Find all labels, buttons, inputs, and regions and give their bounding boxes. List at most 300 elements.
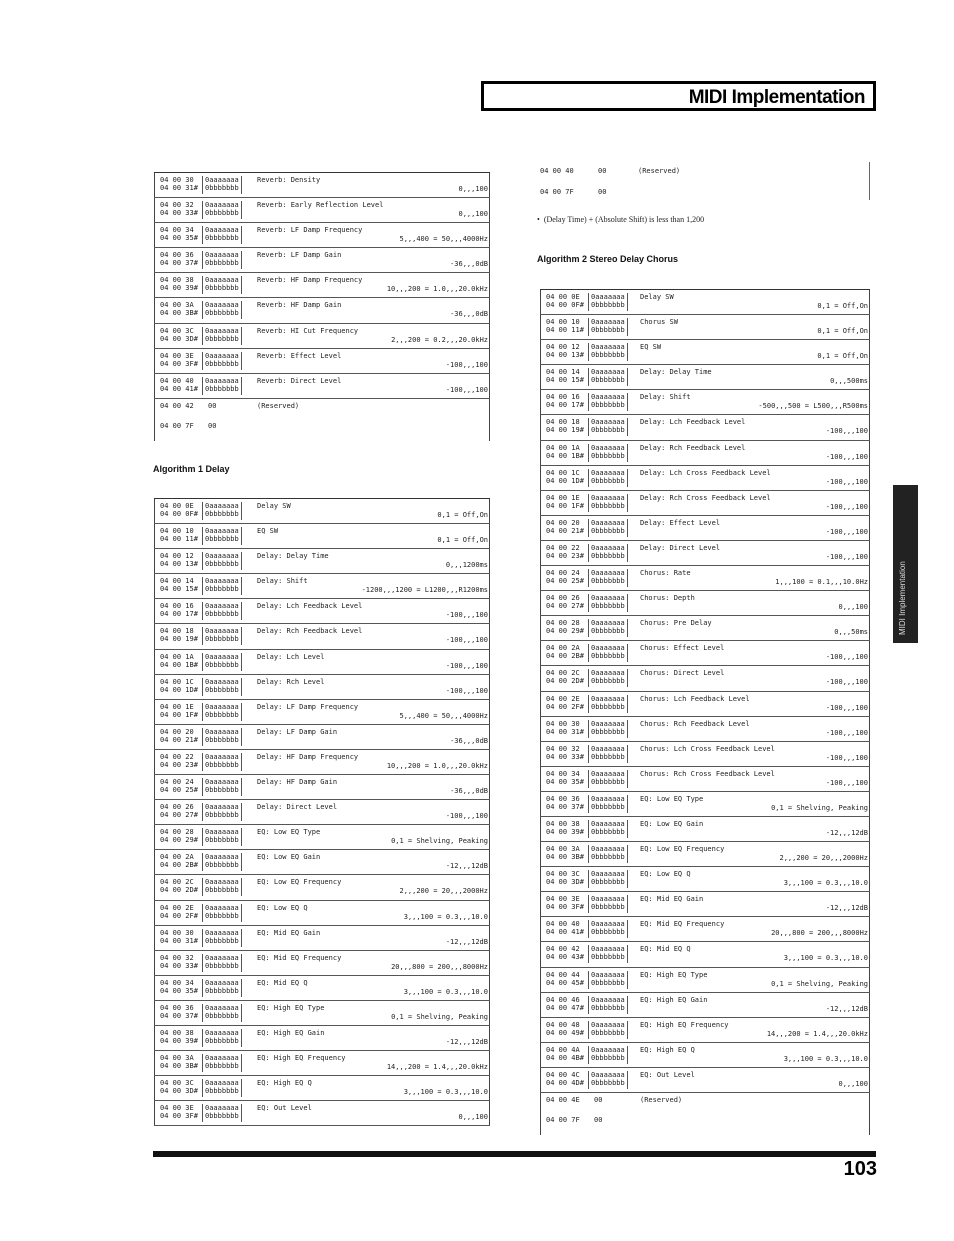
parameter-range: -100,,,100 <box>445 611 488 620</box>
address-end: 04 00 1F# <box>546 501 584 510</box>
parameter-range: -100,,,100 <box>825 753 868 762</box>
address-cell <box>160 527 198 543</box>
parameter-description: EQ: Mid EQ Gain <box>257 928 321 937</box>
address-cell <box>546 920 584 936</box>
address-end: 04 00 0F# <box>546 301 584 309</box>
parameter-description: EQ: High EQ Type <box>640 970 708 979</box>
parameter-range: 0,,,50ms <box>834 628 868 637</box>
address-cell <box>546 569 584 585</box>
data-cell <box>588 519 628 537</box>
reserved-data: 00 <box>208 401 217 410</box>
address-cell <box>160 853 198 869</box>
data-byte-msb: 0aaaaaaa <box>205 1104 239 1113</box>
data-byte-msb: 0aaaaaaa <box>591 920 625 929</box>
parameter-description: EQ: High EQ Type <box>257 1003 325 1012</box>
address-end: 04 00 19# <box>160 635 198 644</box>
address-cell <box>160 327 198 343</box>
data-byte-msb: 0aaaaaaa <box>205 527 239 536</box>
side-tab <box>893 485 918 643</box>
parameter-description: Delay: Lch Feedback Level <box>640 418 746 427</box>
data-byte-lsb: 0bbbbbbb <box>591 702 625 711</box>
parameter-range: -36,,,0dB <box>450 310 488 319</box>
data-byte-lsb: 0bbbbbbb <box>591 1053 625 1062</box>
parameter-description: Delay: Effect Level <box>640 518 721 527</box>
reserved-row <box>540 1093 870 1114</box>
data-byte-msb: 0aaaaaaa <box>591 970 625 979</box>
parameter-description: Delay: LF Damp Frequency <box>257 702 359 711</box>
address-cell <box>160 627 198 643</box>
data-cell <box>588 293 628 311</box>
data-byte-lsb: 0bbbbbbb <box>591 376 625 385</box>
data-cell <box>588 1071 628 1089</box>
address-start: 04 00 3E <box>160 351 194 360</box>
data-byte-lsb: 0bbbbbbb <box>205 510 239 518</box>
parameter-range: 20,,,800 = 200,,,8000Hz <box>771 929 868 938</box>
data-byte-msb: 0aaaaaaa <box>591 418 625 427</box>
table-row <box>154 1101 490 1126</box>
address-start: 04 00 20 <box>160 727 194 736</box>
data-byte-msb: 0aaaaaaa <box>591 594 625 603</box>
parameter-range: 0,,,100 <box>458 1113 488 1122</box>
address-cell <box>160 377 198 393</box>
reserved-row-end <box>540 1114 870 1135</box>
parameter-range: -100,,,100 <box>825 477 868 486</box>
parameter-range: 1,,,100 = 0.1,,,10.0Hz <box>775 578 868 587</box>
parameter-range: -500,,,500 = L500,,,R500ms <box>758 402 868 411</box>
parameter-description: EQ: Low EQ Q <box>257 903 308 912</box>
reserved-addr-start: 04 00 4E <box>546 1096 580 1104</box>
parameter-range: 10,,,200 = 1.0,,,20.0kHz <box>386 761 488 770</box>
address-cell <box>546 795 584 811</box>
address-cell <box>160 929 198 945</box>
parameter-range: 0,,,1200ms <box>445 561 488 570</box>
address-start: 04 00 1E <box>546 493 580 502</box>
data-byte-lsb: 0bbbbbbb <box>205 861 239 870</box>
data-byte-msb: 0aaaaaaa <box>591 819 625 828</box>
table-row <box>540 792 870 817</box>
parameter-description: EQ: Out Level <box>640 1070 695 1079</box>
data-cell <box>588 318 628 336</box>
table-row <box>154 700 490 725</box>
address-end: 04 00 35# <box>160 234 198 243</box>
address-cell <box>546 669 584 685</box>
parameter-description: EQ: Out Level <box>257 1104 312 1113</box>
table-row <box>540 917 870 942</box>
address-cell <box>160 276 198 292</box>
parameter-description: EQ: High EQ Gain <box>640 995 708 1004</box>
reserved-label: (Reserved) <box>640 1096 683 1104</box>
address-start: 04 00 1C <box>546 468 580 477</box>
data-byte-msb: 0aaaaaaa <box>591 393 625 402</box>
address-cell <box>160 201 198 217</box>
address-end: 04 00 17# <box>546 401 584 410</box>
parameter-description: Delay SW <box>640 293 674 301</box>
table-row <box>540 641 870 666</box>
address-cell <box>160 502 198 518</box>
address-start: 04 00 2A <box>546 644 580 653</box>
address-end: 04 00 1B# <box>160 660 198 669</box>
table-row <box>540 616 870 641</box>
parameter-description: Reverb: Effect Level <box>257 351 342 360</box>
parameter-range: 10,,,200 = 1.0,,,20.0kHz <box>386 285 488 294</box>
data-byte-lsb: 0bbbbbbb <box>205 660 239 669</box>
address-start: 04 00 2E <box>546 694 580 703</box>
address-end: 04 00 45# <box>546 978 584 987</box>
address-start: 04 00 3A <box>160 301 194 310</box>
address-end: 04 00 3D# <box>546 878 584 887</box>
address-end: 04 00 4B# <box>546 1053 584 1062</box>
address-cell <box>546 544 584 560</box>
address-cell <box>546 318 584 334</box>
parameter-range: 0,1 = Off,On <box>437 536 488 545</box>
table-row <box>154 324 490 349</box>
address-start: 04 00 1A <box>546 443 580 452</box>
address-start: 04 00 46 <box>546 995 580 1004</box>
data-byte-lsb: 0bbbbbbb <box>205 284 239 293</box>
parameter-description: Delay: Rch Feedback Level <box>640 443 746 452</box>
parameter-range: -36,,,0dB <box>450 787 488 796</box>
parameter-range: -100,,,100 <box>445 360 488 369</box>
address-end: 04 00 3B# <box>546 853 584 862</box>
reserved-addr-start: 04 00 42 <box>160 401 194 410</box>
data-byte-msb: 0aaaaaaa <box>591 895 625 904</box>
table-row <box>154 800 490 825</box>
data-byte-lsb: 0bbbbbbb <box>205 384 239 393</box>
parameter-description: EQ: High EQ Frequency <box>640 1020 729 1029</box>
address-end: 04 00 25# <box>546 577 584 586</box>
address-end: 04 00 35# <box>546 777 584 786</box>
parameter-range: 3,,,100 = 0.3,,,10.0 <box>783 954 868 963</box>
side-tab-label: MIDI Implementation <box>898 561 907 635</box>
address-end: 04 00 4D# <box>546 1078 584 1087</box>
address-cell <box>160 728 198 744</box>
data-byte-lsb: 0bbbbbbb <box>591 351 625 360</box>
parameter-description: EQ: Low EQ Gain <box>640 819 704 828</box>
data-byte-lsb: 0bbbbbbb <box>205 184 239 192</box>
parameter-description: Delay: LF Damp Gain <box>257 727 338 736</box>
address-cell <box>546 594 584 610</box>
data-byte-lsb: 0bbbbbbb <box>591 853 625 862</box>
address-end: 04 00 3B# <box>160 309 198 318</box>
data-byte-msb: 0aaaaaaa <box>205 351 239 360</box>
table-row <box>154 549 490 574</box>
address-cell <box>546 1046 584 1062</box>
data-cell <box>202 1029 242 1047</box>
address-end: 04 00 21# <box>160 735 198 744</box>
table-row <box>154 1026 490 1051</box>
data-byte-msb: 0aaaaaaa <box>205 251 239 260</box>
table-row <box>540 942 870 967</box>
data-cell <box>588 494 628 512</box>
data-byte-msb: 0aaaaaaa <box>591 719 625 728</box>
data-byte-msb: 0aaaaaaa <box>205 803 239 812</box>
data-cell <box>202 703 242 721</box>
algorithm2-title: Algorithm 2 Stereo Delay Chorus <box>537 254 679 264</box>
delay-note <box>537 215 704 224</box>
address-start: 04 00 48 <box>546 1020 580 1029</box>
parameter-range: -100,,,100 <box>825 502 868 511</box>
data-byte-lsb: 0bbbbbbb <box>591 953 625 962</box>
address-cell <box>160 577 198 593</box>
parameter-range: -100,,,100 <box>445 385 488 394</box>
address-start: 04 00 4C <box>546 1070 580 1079</box>
address-end: 04 00 33# <box>546 752 584 761</box>
parameter-description: Chorus: Lch Cross Feedback Level <box>640 744 775 753</box>
address-cell <box>160 653 198 669</box>
data-byte-lsb: 0bbbbbbb <box>205 359 239 368</box>
data-cell <box>588 343 628 361</box>
address-start: 04 00 32 <box>160 953 194 962</box>
data-cell <box>202 602 242 620</box>
data-byte-lsb: 0bbbbbbb <box>205 560 239 569</box>
address-end: 04 00 43# <box>546 953 584 962</box>
data-byte-lsb: 0bbbbbbb <box>591 602 625 611</box>
address-end: 04 00 39# <box>160 1036 198 1045</box>
table-row <box>154 574 490 599</box>
parameter-description: EQ: Low EQ Frequency <box>257 878 342 887</box>
data-cell <box>202 1054 242 1072</box>
address-cell <box>546 971 584 987</box>
address-cell <box>546 695 584 711</box>
bullet-icon: • <box>537 215 544 224</box>
reserved-data-end: 00 <box>208 421 217 430</box>
data-cell <box>588 418 628 436</box>
address-cell <box>160 904 198 920</box>
table-row <box>154 198 490 223</box>
table-row <box>154 1076 490 1101</box>
address-start: 04 00 0E <box>546 293 580 301</box>
data-byte-msb: 0aaaaaaa <box>205 853 239 862</box>
address-start: 04 00 20 <box>546 518 580 527</box>
table-row <box>154 901 490 926</box>
address-end: 04 00 3B# <box>160 1062 198 1071</box>
data-byte-lsb: 0bbbbbbb <box>591 551 625 560</box>
data-byte-msb: 0aaaaaaa <box>205 778 239 787</box>
parameter-range: 0,1 = Off,On <box>817 302 868 310</box>
data-byte-msb: 0aaaaaaa <box>591 468 625 477</box>
data-cell <box>588 795 628 813</box>
parameter-description: EQ: Mid EQ Frequency <box>257 953 342 962</box>
parameter-description: EQ: Low EQ Frequency <box>640 845 725 854</box>
address-start: 04 00 14 <box>160 577 194 586</box>
data-byte-lsb: 0bbbbbbb <box>205 735 239 744</box>
parameter-description: EQ: High EQ Q <box>640 1045 695 1054</box>
parameter-description: EQ: Low EQ Gain <box>257 853 321 862</box>
data-byte-msb: 0aaaaaaa <box>205 677 239 686</box>
data-byte-msb: 0aaaaaaa <box>205 376 239 385</box>
address-end: 04 00 13# <box>546 351 584 360</box>
table-row <box>540 566 870 591</box>
address-end: 04 00 2F# <box>546 702 584 711</box>
address-end: 04 00 37# <box>160 259 198 268</box>
address-start: 04 00 16 <box>546 393 580 402</box>
data-byte-msb: 0aaaaaaa <box>591 945 625 954</box>
parameter-description: Delay: Rch Feedback Level <box>257 627 363 636</box>
parameter-description: EQ: Mid EQ Q <box>257 978 308 987</box>
data-byte-msb: 0aaaaaaa <box>205 727 239 736</box>
parameter-description: Reverb: LF Damp Gain <box>257 251 342 260</box>
data-cell <box>202 904 242 922</box>
data-byte-msb: 0aaaaaaa <box>205 502 239 510</box>
data-cell <box>202 878 242 896</box>
address-end: 04 00 29# <box>160 836 198 845</box>
data-byte-lsb: 0bbbbbbb <box>591 426 625 435</box>
data-byte-lsb: 0bbbbbbb <box>205 685 239 694</box>
data-byte-lsb: 0bbbbbbb <box>205 610 239 619</box>
reserved-addr-end: 04 00 7F <box>540 188 574 196</box>
table-row <box>540 415 870 440</box>
address-start: 04 00 30 <box>160 928 194 937</box>
address-cell <box>546 870 584 886</box>
table-row <box>540 892 870 917</box>
data-byte-lsb: 0bbbbbbb <box>205 1087 239 1096</box>
address-start: 04 00 12 <box>160 552 194 561</box>
table-row <box>154 725 490 750</box>
address-start: 04 00 40 <box>546 920 580 929</box>
data-byte-lsb: 0bbbbbbb <box>591 878 625 887</box>
parameter-range: 3,,,100 = 0.3,,,10.0 <box>783 1054 868 1063</box>
data-byte-msb: 0aaaaaaa <box>591 368 625 377</box>
parameter-range: 0,,,100 <box>838 1079 868 1088</box>
data-byte-msb: 0aaaaaaa <box>205 552 239 561</box>
data-byte-msb: 0aaaaaaa <box>205 326 239 335</box>
parameter-range: 0,,,100 <box>838 603 868 612</box>
parameter-description: Delay: Lch Level <box>257 652 325 661</box>
data-byte-msb: 0aaaaaaa <box>591 1020 625 1029</box>
address-start: 04 00 24 <box>546 569 580 578</box>
data-cell <box>202 377 242 395</box>
address-cell <box>546 770 584 786</box>
data-cell <box>588 971 628 989</box>
address-start: 04 00 1A <box>160 652 194 661</box>
data-cell <box>202 176 242 194</box>
parameter-description: EQ: Mid EQ Gain <box>640 895 704 904</box>
parameter-description: Chorus: Effect Level <box>640 644 725 653</box>
address-cell <box>546 293 584 309</box>
table-row <box>540 742 870 767</box>
parameter-description: Delay: Delay Time <box>640 368 712 377</box>
reserved-addr-end: 04 00 7F <box>160 421 194 430</box>
address-end: 04 00 37# <box>546 802 584 811</box>
parameter-range: -100,,,100 <box>445 636 488 645</box>
parameter-description: EQ: High EQ Gain <box>257 1028 325 1037</box>
data-cell <box>202 627 242 645</box>
data-byte-lsb: 0bbbbbbb <box>591 1028 625 1037</box>
data-byte-msb: 0aaaaaaa <box>591 1045 625 1054</box>
table-row <box>540 666 870 691</box>
parameter-description: Delay: Rch Level <box>257 677 325 686</box>
table-row <box>154 951 490 976</box>
address-end: 04 00 25# <box>160 786 198 795</box>
address-start: 04 00 10 <box>160 527 194 536</box>
parameter-range: -100,,,100 <box>445 686 488 695</box>
address-cell <box>546 644 584 660</box>
table-row <box>540 340 870 365</box>
data-cell <box>202 778 242 796</box>
data-cell <box>588 720 628 738</box>
data-byte-lsb: 0bbbbbbb <box>591 727 625 736</box>
address-cell <box>546 1071 584 1087</box>
table-row <box>154 374 490 399</box>
address-cell <box>160 552 198 568</box>
data-byte-lsb: 0bbbbbbb <box>205 234 239 243</box>
parameter-description: EQ: Low EQ Q <box>640 870 691 879</box>
parameter-range: -12,,,12dB <box>445 1037 488 1046</box>
address-end: 04 00 39# <box>546 827 584 836</box>
parameter-range: -100,,,100 <box>825 452 868 461</box>
data-cell <box>588 770 628 788</box>
parameter-range: -100,,,100 <box>825 527 868 536</box>
parameter-description: Reverb: HF Damp Gain <box>257 301 342 310</box>
data-byte-lsb: 0bbbbbbb <box>591 827 625 836</box>
address-end: 04 00 2B# <box>546 652 584 661</box>
address-cell <box>160 778 198 794</box>
data-byte-lsb: 0bbbbbbb <box>205 986 239 995</box>
data-cell <box>202 678 242 696</box>
data-cell <box>202 1079 242 1097</box>
address-end: 04 00 1D# <box>546 476 584 485</box>
parameter-range: -1200,,,1200 = L1200,,,R1200ms <box>361 586 488 595</box>
parameter-range: -100,,,100 <box>825 653 868 662</box>
address-cell <box>160 1029 198 1045</box>
table-row <box>540 441 870 466</box>
data-byte-lsb: 0bbbbbbb <box>205 760 239 769</box>
data-byte-lsb: 0bbbbbbb <box>591 476 625 485</box>
parameter-description: Delay: Shift <box>257 577 308 586</box>
table-row <box>154 926 490 951</box>
address-end: 04 00 13# <box>160 560 198 569</box>
reserved-addr-start: 04 00 40 <box>540 167 574 175</box>
address-start: 04 00 3A <box>160 1054 194 1063</box>
data-byte-msb: 0aaaaaaa <box>205 652 239 661</box>
data-byte-msb: 0aaaaaaa <box>591 744 625 753</box>
address-cell <box>160 828 198 844</box>
table-row <box>154 499 490 524</box>
address-cell <box>160 176 198 192</box>
table-row <box>540 1068 870 1093</box>
address-end: 04 00 3F# <box>160 359 198 368</box>
data-byte-lsb: 0bbbbbbb <box>205 1112 239 1121</box>
address-cell <box>160 979 198 995</box>
parameter-description: EQ: Mid EQ Q <box>640 945 691 954</box>
data-byte-lsb: 0bbbbbbb <box>205 1036 239 1045</box>
data-byte-lsb: 0bbbbbbb <box>205 811 239 820</box>
right-reserved-block <box>540 162 870 200</box>
parameter-description: Reverb: Direct Level <box>257 376 342 385</box>
data-cell <box>202 753 242 771</box>
address-start: 04 00 44 <box>546 970 580 979</box>
table-row <box>154 599 490 624</box>
data-cell <box>202 929 242 947</box>
address-start: 04 00 4A <box>546 1045 580 1054</box>
address-end: 04 00 27# <box>546 602 584 611</box>
data-byte-msb: 0aaaaaaa <box>591 518 625 527</box>
address-cell <box>546 368 584 384</box>
address-cell <box>546 820 584 836</box>
address-cell <box>160 251 198 267</box>
parameter-description: Delay: Shift <box>640 393 691 402</box>
parameter-description: Delay: Delay Time <box>257 552 329 561</box>
address-start: 04 00 18 <box>546 418 580 427</box>
data-cell <box>588 469 628 487</box>
address-start: 04 00 28 <box>546 619 580 628</box>
address-end: 04 00 21# <box>546 526 584 535</box>
parameter-range: 20,,,800 = 200,,,8000Hz <box>391 962 488 971</box>
address-cell <box>546 494 584 510</box>
address-cell <box>546 720 584 736</box>
parameter-description: EQ: High EQ Q <box>257 1079 312 1088</box>
data-byte-msb: 0aaaaaaa <box>591 293 625 301</box>
